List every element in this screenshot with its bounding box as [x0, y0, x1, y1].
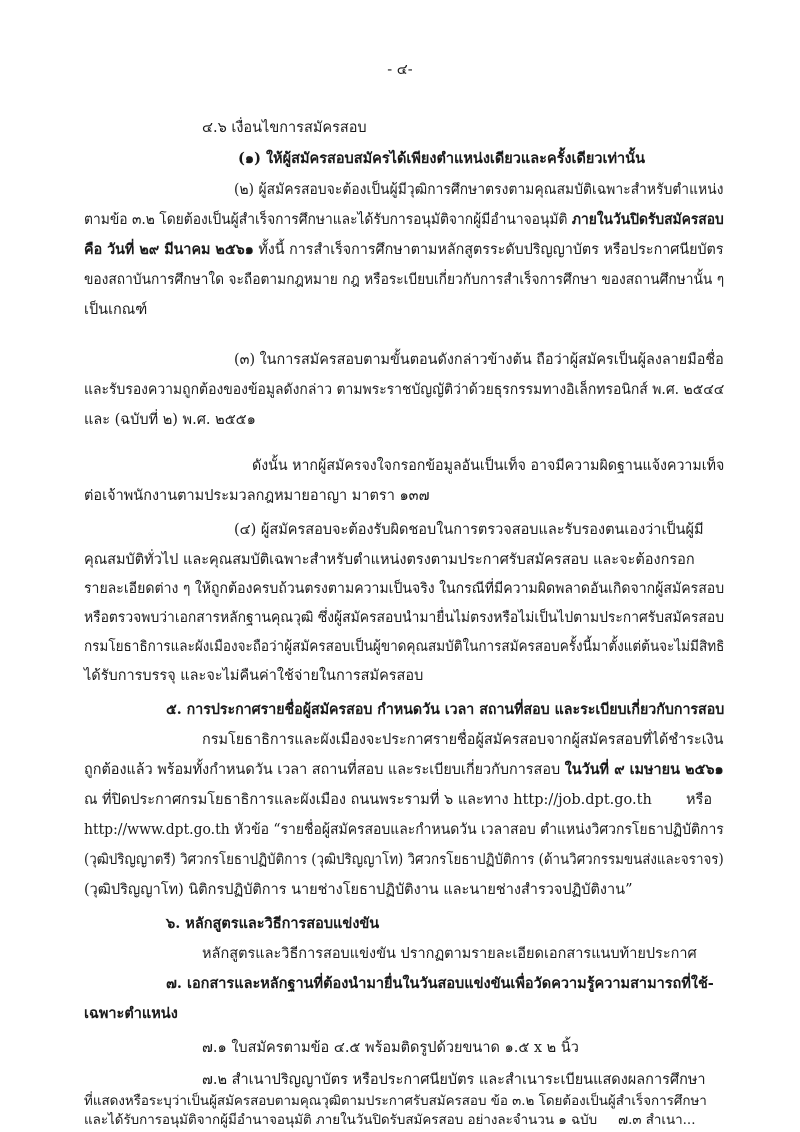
section-7-heading-line-1: ๗. เอกสารและหลักฐานที่ต้องนำมายื่นในวันสอบแข่งขันเพื่อวัดความรู้ความสามารถที่ใช้-: [166, 975, 714, 992]
section-5-line-6: (วุฒิปริญญาโท) นิติกรปฏิบัติการ นายช่างโยธาปฏิบัติงาน และนายช่างสำรวจปฏิบัติงาน”: [84, 882, 633, 898]
condition-2-text: ตามข้อ ๓.๒ โดยต้องเป็นผู้สำเร็จการศึกษาและได้รับการอนุมัติจากผู้มีอำนาจอนุมัติ: [84, 212, 568, 228]
item-7-2-line-1: ๗.๒ สำเนาปริญญาบัตร หรือประกาศนียบัตร และสำเนาระเบียนแสดงผลการศึกษา: [202, 1072, 706, 1088]
section-5-line-3: ณ ที่ปิดประกาศกรมโยธาธิการและผังเมือง ถนนพระรามที่ ๖ และทาง http://job.dpt.go.th: [84, 792, 652, 808]
section-7-heading-line-2: เฉพาะตำแหน่ง: [84, 1005, 178, 1022]
condition-2-line-5: เป็นเกณฑ์: [84, 302, 148, 318]
condition-4-line-5: กรมโยธาธิการและผังเมืองจะถือว่าผู้สมัครสอบเป็นผู้ขาดคุณสมบัติในการสมัครสอบครั้งนี้มาตั้งแต่ต้นจะไม่มีสิทธิ: [84, 639, 725, 655]
section-5-line-2: [84, 760, 724, 780]
item-7-2-line-3: และได้รับการอนุมัติจากผู้มีอำนาจอนุมัติ ภายในวันปิดรับสมัครสอบ อย่างละจำนวน ๑ ฉบับ: [84, 1113, 598, 1128]
condition-4-line-2: คุณสมบัติทั่วไป และคุณสมบัติเฉพาะสำหรับตำแหน่งตรงตามประกาศรับสมัครสอบ และจะต้องกรอก: [84, 552, 695, 568]
condition-4-line-3: รายละเอียดต่าง ๆ ให้ถูกต้องครบถ้วนตรงตามความเป็นจริง ในกรณีที่มีความผิดพลาดอันเกิดจากผู้สมัครสอบ: [84, 581, 725, 597]
condition-3-line-1: (๓) ในการสมัครสอบตามขั้นตอนดังกล่าวข้างต้น ถือว่าผู้สมัครเป็นผู้ลงลายมือชื่อ: [234, 352, 724, 368]
condition-2-line-2: [84, 210, 724, 230]
continuation-note: ๗.๓ สำเนา...: [618, 1113, 696, 1128]
section-5-line-1: กรมโยธาธิการและผังเมืองจะประกาศรายชื่อผู้สมัครสอบจากผู้สมัครสอบที่ได้ชำระเงิน: [202, 732, 724, 748]
condition-2-line-1: (๒) ผู้สมัครสอบจะต้องเป็นผู้มีวุฒิการศึกษาตรงตามคุณสมบัติเฉพาะสำหรับตำแหน่ง: [234, 182, 724, 198]
section-6-line-1: หลักสูตรและวิธีการสอบแข่งขัน ปรากฏตามรายละเอียดเอกสารแนบท้ายประกาศ: [202, 946, 697, 962]
section-5-heading: ๕. การประกาศรายชื่อผู้สมัครสอบ กำหนดวัน เวลา สถานที่สอบ และระเบียบเกี่ยวกับการสอบ: [166, 701, 725, 718]
section-4-6-heading: ๔.๖ เงื่อนไขการสมัครสอบ: [202, 120, 367, 136]
page-number: - ๔-: [387, 62, 413, 78]
section-6-heading: ๖. หลักสูตรและวิธีการสอบแข่งขัน: [166, 915, 380, 932]
closing-date: คือ วันที่ ๒๙ มีนาคม ๒๕๖๑: [84, 241, 254, 258]
condition-3-line-4: ดังนั้น หากผู้สมัครจงใจกรอกข้อมูลอันเป็นเท็จ อาจมีความผิดฐานแจ้งความเท็จ: [252, 458, 725, 474]
condition-3-line-3: และ (ฉบับที่ ๒) พ.ศ. ๒๕๕๑: [84, 412, 256, 428]
condition-1: (๑) ให้ผู้สมัครสอบสมัครได้เพียงตำแหน่งเดียวและครั้งเดียวเท่านั้น: [238, 150, 646, 167]
condition-4-line-1: (๔) ผู้สมัครสอบจะต้องรับผิดชอบในการตรวจสอบและรับรองตนเองว่าเป็นผู้มี: [234, 522, 704, 538]
condition-2-text-cont: ทั้งนี้ การสำเร็จการศึกษาตามหลักสูตรระดับปริญญาบัตร หรือประกาศนียบัตร: [258, 242, 724, 258]
condition-3-line-5: ต่อเจ้าพนักงานตามประมวลกฎหมายอาญา มาตรา ๑๓๗: [84, 488, 430, 504]
condition-3-line-2: และรับรองความถูกต้องของข้อมูลดังกล่าว ตามพระราชบัญญัติว่าด้วยธุรกรรมทางอิเล็กทรอนิกส์ พ.ศ. ๒๕๔๔: [84, 382, 725, 398]
section-5-line-4: http://www.dpt.go.th หัวข้อ “รายชื่อผู้สมัครสอบและกำหนดวัน เวลาสอบ ตำแหน่งวิศวกรโยธาปฏิบัติการ: [84, 822, 724, 838]
condition-2-line-3: [84, 240, 724, 260]
section-5-text: ถูกต้องแล้ว พร้อมทั้งกำหนดวัน เวลา สถานที่สอบ และระเบียบเกี่ยวกับการสอบ: [84, 762, 561, 778]
announcement-date: ในวันที่ ๙ เมษายน ๒๕๖๑: [564, 761, 724, 778]
closing-date-label: ภายในวันปิดรับสมัครสอบ: [571, 211, 724, 228]
condition-2-line-4: ของสถาบันการศึกษาใด จะถือตามกฎหมาย กฎ หรือระเบียบเกี่ยวกับการสำเร็จการศึกษา ของสถานศึกษานั้น ๆ: [84, 272, 725, 288]
item-7-2-line-2: ที่แสดงหรือระบุว่าเป็นผู้สมัครสอบตามคุณวุฒิตามประกาศรับสมัครสอบ ข้อ ๓.๒ โดยต้องเป็นผู้สำเร็จการศึกษา: [84, 1094, 707, 1109]
condition-4-line-4: หรือตรวจพบว่าเอกสารหลักฐานคุณวุฒิ ซึ่งผู้สมัครสอบนำมายื่นไม่ตรงหรือไม่เป็นไปตามประกาศรับสมัครสอบ: [84, 610, 725, 626]
condition-4-line-6: ได้รับการบรรจุ และจะไม่คืนค่าใช้จ่ายในการสมัครสอบ: [84, 668, 424, 684]
item-7-1: ๗.๑ ใบสมัครตามข้อ ๔.๕ พร้อมติดรูปด้วยขนาด ๑.๕ x ๒ นิ้ว: [202, 1040, 579, 1056]
section-5-line-5: (วุฒิปริญญาตรี) วิศวกรโยธาปฏิบัติการ (วุฒิปริญญาโท) วิศวกรโยธาปฏิบัติการ (ด้านวิศวกรรมขนส่งและจราจร): [84, 852, 724, 868]
section-5-line-3-or: หรือ: [686, 792, 713, 808]
